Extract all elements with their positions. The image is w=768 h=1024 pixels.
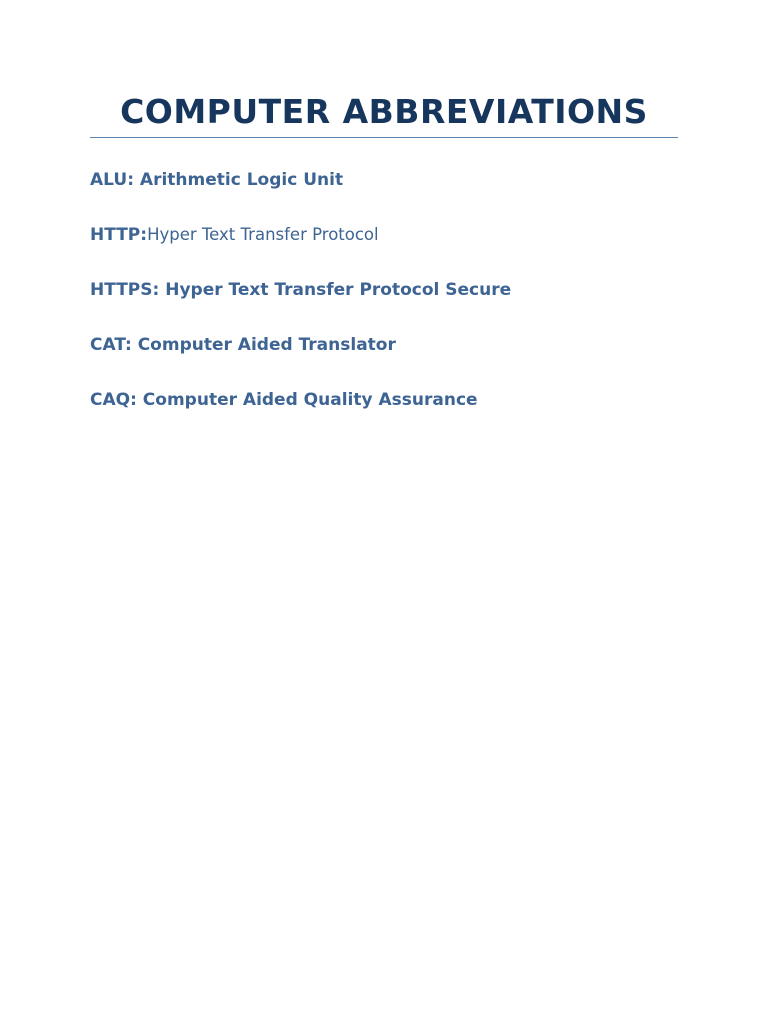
entry-definition: Hyper Text Transfer Protocol <box>147 225 379 244</box>
abbreviation-entry-cat <box>90 333 396 357</box>
abbreviation-entry-alu <box>90 168 343 192</box>
title-divider <box>90 137 678 138</box>
entry-abbreviation: CAQ: <box>90 390 137 410</box>
entry-abbreviation: HTTP: <box>90 225 148 245</box>
entry-abbreviation: HTTPS: <box>90 280 160 300</box>
abbreviation-entry-http <box>90 223 379 247</box>
abbreviation-entry-https <box>90 278 511 302</box>
entry-definition: Hyper Text Transfer Protocol Secure <box>159 280 512 300</box>
abbreviation-entry-caq <box>90 388 478 412</box>
page-title: COMPUTER ABBREVIATIONS <box>120 92 648 131</box>
entry-definition: Computer Aided Quality Assurance <box>136 390 478 410</box>
entry-abbreviation: ALU: <box>90 170 134 190</box>
entry-abbreviation: CAT: <box>90 335 132 355</box>
entry-definition: Arithmetic Logic Unit <box>134 170 344 190</box>
entry-definition: Computer Aided Translator <box>131 335 396 355</box>
